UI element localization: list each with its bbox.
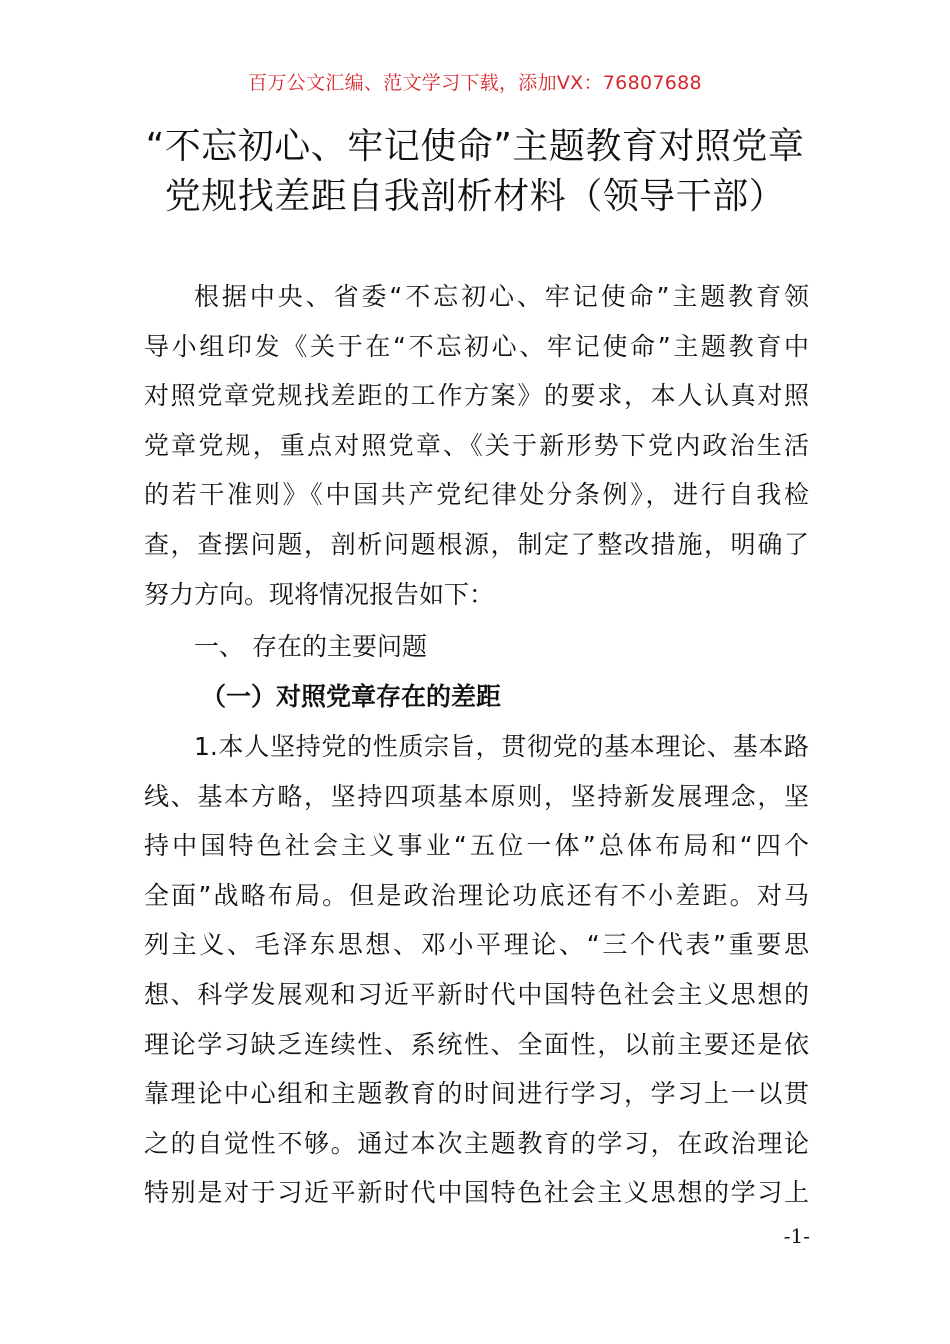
title-line-1: “不忘初心、牢记使命”主题教育对照党章	[145, 126, 805, 167]
page-number: -1-	[783, 1224, 810, 1248]
paragraph-line: 列主义、毛泽东思想、邓小平理论、“三个代表”重要思	[144, 930, 809, 960]
paragraph-line: 全面”战略布局。但是政治理论功底还有不小差距。对马	[144, 880, 809, 910]
paragraph-line: 根据中央、省委“不忘初心、牢记使命”主题教育领	[194, 282, 809, 311]
paragraph-line: 努力方向。现将情况报告如下：	[144, 579, 495, 609]
document-title	[120, 122, 830, 222]
paragraph-line: 查，查摆问题，剖析问题根源，制定了整改措施，明确了	[144, 529, 809, 559]
intro-paragraph	[144, 272, 809, 619]
paragraph-line: 持中国特色社会主义事业“五位一体”总体布局和“四个	[144, 831, 809, 861]
section-heading: 一、 存在的主要问题	[194, 632, 427, 661]
paragraph-line: 线、基本方略，坚持四项基本原则，坚持新发展理念，坚	[144, 781, 809, 811]
paragraph-line: 靠理论中心组和主题教育的时间进行学习，学习上一以贯	[144, 1079, 809, 1109]
header-watermark-note: 百万公文汇编、范文学习下载，添加VX：76807688	[248, 72, 702, 94]
paragraph-line: 理论学习缺乏连续性、系统性、全面性，以前主要还是依	[144, 1029, 809, 1059]
paragraph-line: 的若干准则》《中国共产党纪律处分条例》，进行自我检	[144, 480, 809, 510]
paragraph-line: 党章党规，重点对照党章、《关于新形势下党内政治生活	[144, 430, 809, 460]
paragraph-line: 想、科学发展观和习近平新时代中国特色社会主义思想的	[144, 979, 809, 1009]
subsection-heading: （一）对照党章存在的差距	[201, 682, 502, 711]
paragraph-line: 1.本人坚持党的性质宗旨，贯彻党的基本理论、基本路	[194, 732, 809, 761]
paragraph-line: 之的自觉性不够。通过本次主题教育的学习，在政治理论	[144, 1128, 809, 1158]
paragraph-line: 对照党章党规找差距的工作方案》的要求，本人认真对照	[144, 381, 809, 411]
paragraph-line: 导小组印发《关于在“不忘初心、牢记使命”主题教育中	[144, 331, 809, 361]
paragraph-line: 特别是对于习近平新时代中国特色社会主义思想的学习上	[144, 1178, 809, 1208]
item-1-paragraph	[144, 722, 809, 1218]
title-line-2: 党规找差距自我剖析材料（领导干部）	[164, 176, 786, 217]
